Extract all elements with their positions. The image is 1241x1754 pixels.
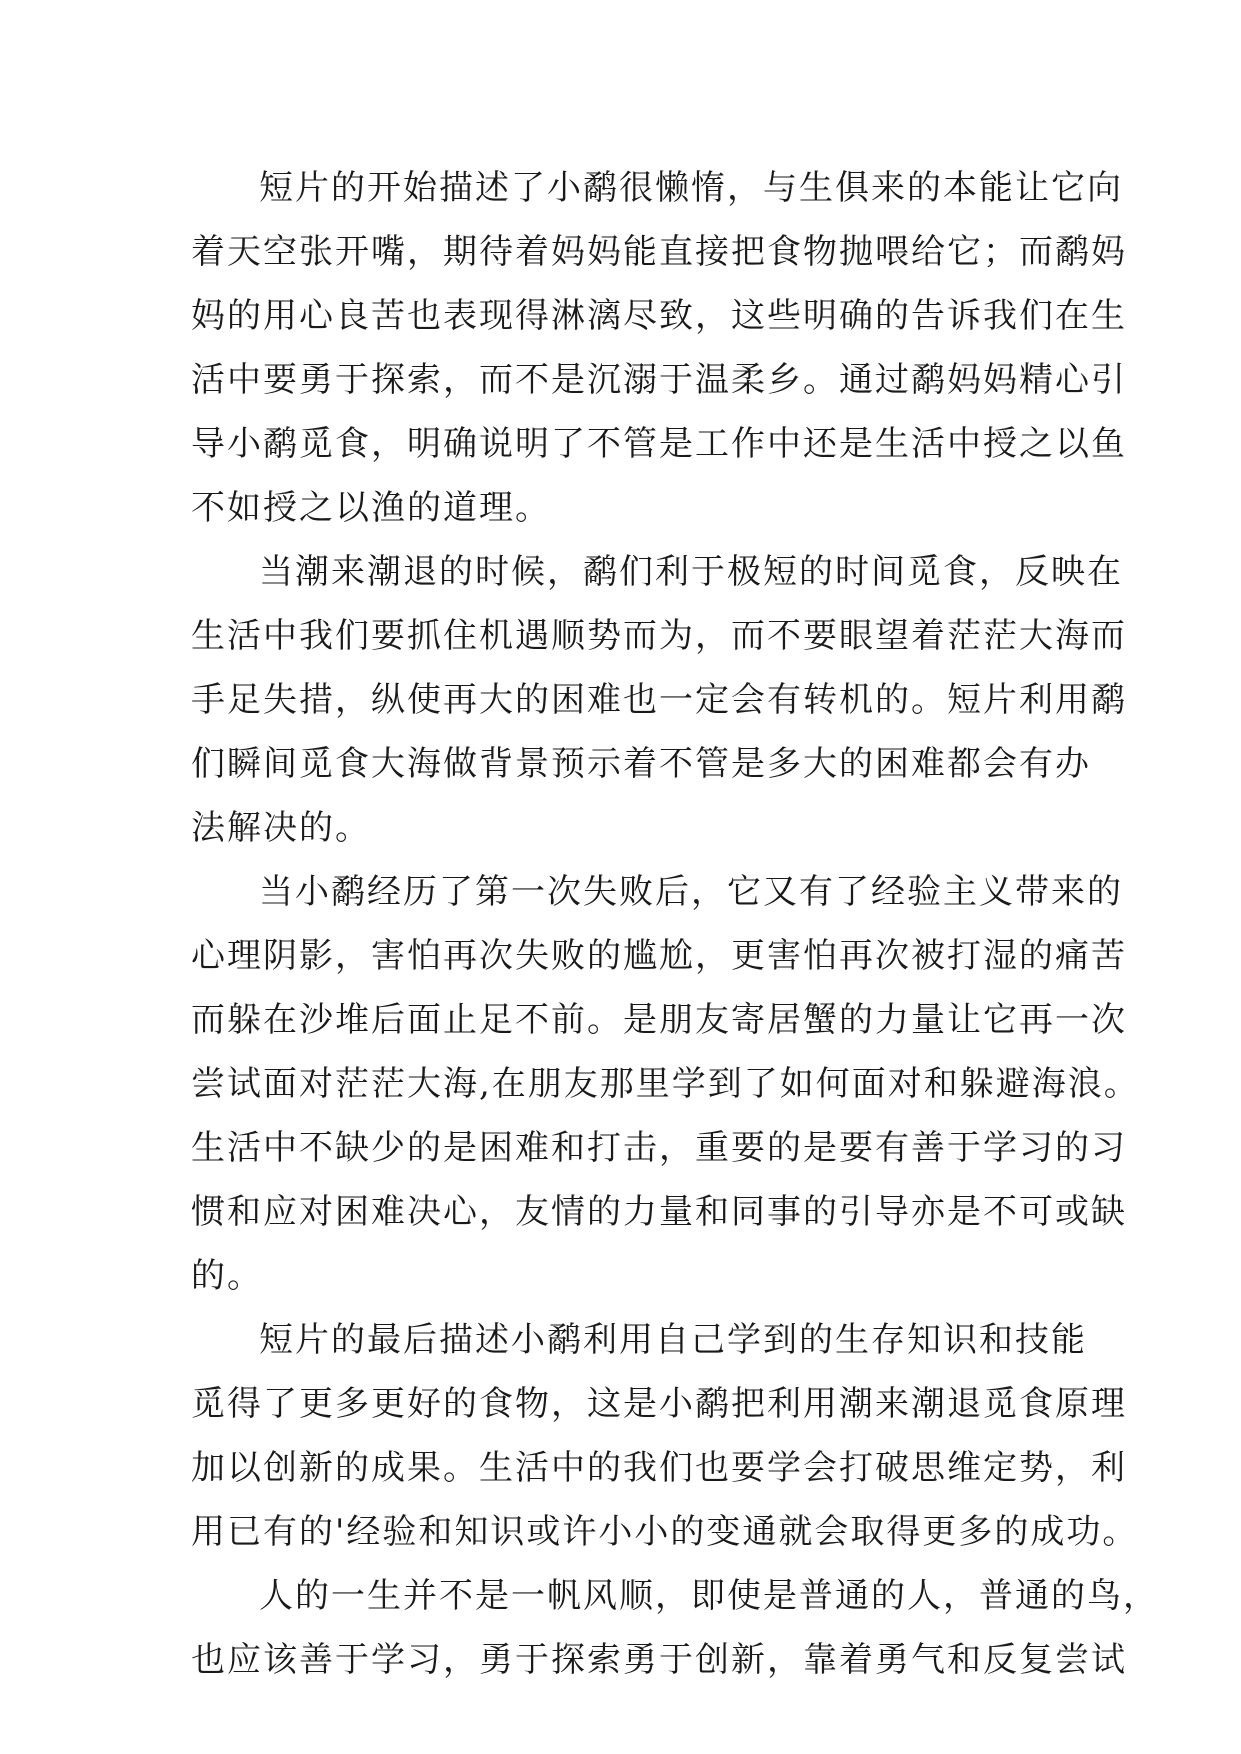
text-line: 不如授之以渔的道理。: [191, 488, 551, 528]
paragraph-5: [191, 1564, 1159, 1692]
text-line: 手足失措，纵使再大的困难也一定会有转机的。短片利用鹬: [191, 680, 1127, 720]
document-body: [191, 156, 1159, 1692]
text-line: 着天空张开嘴，期待着妈妈能直接把食物抛喂给它；而鹬妈: [191, 232, 1127, 272]
text-line: 而躲在沙堆后面止足不前。是朋友寄居蟹的力量让它再一次: [191, 1000, 1127, 1040]
text-line: 心理阴影，害怕再次失败的尴尬，更害怕再次被打湿的痛苦: [191, 936, 1127, 976]
text-line: 人的一生并不是一帆风顺，即使是普通的人，普通的鸟，: [259, 1576, 1159, 1616]
text-line: 的。: [191, 1256, 263, 1296]
text-line: 短片的最后描述小鹬利用自己学到的生存知识和技能: [259, 1320, 1087, 1360]
text-line: 当潮来潮退的时候，鹬们利于极短的时间觅食，反映在: [259, 552, 1123, 592]
text-line: 们瞬间觅食大海做背景预示着不管是多大的困难都会有办: [191, 744, 1091, 784]
text-line: 短片的开始描述了小鹬很懒惰，与生俱来的本能让它向: [259, 168, 1123, 208]
paragraph-3: [191, 860, 1140, 1308]
text-line: 生活中我们要抓住机遇顺势而为，而不要眼望着茫茫大海而: [191, 616, 1127, 656]
paragraph-4: [191, 1308, 1139, 1564]
text-line: 妈的用心良苦也表现得淋漓尽致，这些明确的告诉我们在生: [191, 296, 1127, 336]
paragraph-2: [191, 540, 1127, 860]
text-line: 加以创新的成果。生活中的我们也要学会打破思维定势，利: [191, 1448, 1127, 1488]
text-line: 活中要勇于探索，而不是沉溺于温柔乡。通过鹬妈妈精心引: [191, 360, 1127, 400]
text-line: 惯和应对困难决心，友情的力量和同事的引导亦是不可或缺: [191, 1192, 1127, 1232]
text-line: 当小鹬经历了第一次失败后，它又有了经验主义带来的: [259, 872, 1123, 912]
paragraph-1: [191, 156, 1127, 540]
text-line: 生活中不缺少的是困难和打击，重要的是要有善于学习的习: [191, 1128, 1127, 1168]
text-line: 尝试面对茫茫大海,在朋友那里学到了如何面对和躲避海浪。: [191, 1064, 1140, 1104]
text-line: 导小鹬觅食，明确说明了不管是工作中还是生活中授之以鱼: [191, 424, 1127, 464]
text-line: 法解决的。: [191, 808, 371, 848]
text-line: 也应该善于学习，勇于探索勇于创新，靠着勇气和反复尝试: [191, 1640, 1127, 1680]
text-line: 用已有的'经验和知识或许小小的变通就会取得更多的成功。: [191, 1512, 1139, 1552]
text-line: 觅得了更多更好的食物，这是小鹬把利用潮来潮退觅食原理: [191, 1384, 1127, 1424]
